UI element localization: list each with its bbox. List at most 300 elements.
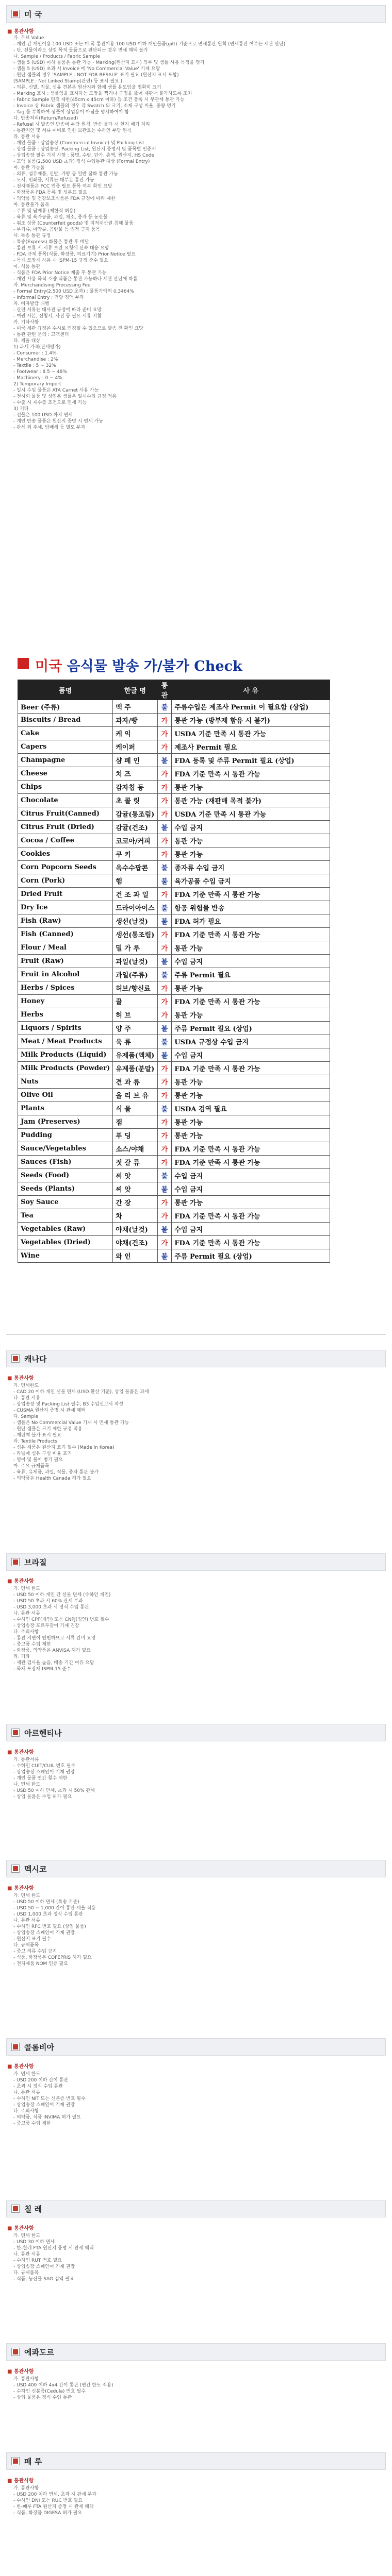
text-line: - 여권 사본, 신청서, 사진 등 필요 서류 지참 bbox=[13, 314, 102, 319]
text-line: - 샘플 5 (USD) 이하 물품은 통관 가능 · Marking(원산지 표시) 의무 및 샘플 사용 목적을 명기 bbox=[13, 60, 205, 65]
reason: 주류 Permit 필요 (상업) bbox=[172, 1249, 330, 1263]
table-row bbox=[18, 781, 330, 794]
text-line: - 상업 물품은 정식 수입 통관 bbox=[13, 2395, 72, 2400]
clearance-status: 가 bbox=[157, 767, 172, 781]
table-row bbox=[18, 767, 330, 781]
subsection-heading: ■ 통관사항 bbox=[7, 27, 34, 35]
item-name-en: Milk Products (Powder) bbox=[18, 1062, 113, 1075]
item-name-ko: 간 장 bbox=[113, 1196, 157, 1209]
table-row bbox=[18, 1062, 330, 1075]
item-name-en: Fruit in Alcohol bbox=[18, 968, 113, 981]
clearance-status: 가 bbox=[157, 1075, 172, 1089]
reason: FDA 기준 만족 시 통관 가능 bbox=[172, 1156, 330, 1169]
text-line: - 개인 물품 연간 횟수 제한 bbox=[13, 1776, 68, 1781]
table-row bbox=[18, 1142, 330, 1156]
clearance-status: 가 bbox=[157, 1209, 172, 1223]
text-line: 마. 주요 규제품목 bbox=[13, 1464, 50, 1469]
reason: 통관 가능 bbox=[172, 1115, 330, 1129]
section-marker-icon bbox=[12, 1355, 19, 1362]
item-name-en: Chocolate bbox=[18, 794, 113, 807]
text-line: - 상업송장 스페인어 기재 권장 bbox=[13, 1770, 75, 1775]
text-line: 카. 기타사항 bbox=[13, 320, 39, 325]
table-row bbox=[18, 754, 330, 767]
text-line: 자. Merchandising Processing Fee bbox=[13, 283, 91, 288]
item-name-ko: 밀 가 루 bbox=[113, 941, 157, 955]
text-line: 가. 면세 한도 bbox=[13, 1586, 41, 1591]
table-row bbox=[18, 794, 330, 807]
table-row bbox=[18, 861, 330, 874]
reason: 주류 Permit 필요 bbox=[172, 968, 330, 981]
text-line: - 상업송장 스페인어 기재 권장 bbox=[13, 2103, 75, 2108]
text-line: - Invoice 상 Fabric 샘플의 경우 각 Swatch 의 크기, 소재 구성 비율, 중량 명기 bbox=[13, 104, 176, 109]
text-line: 나. 통관 서류 bbox=[13, 1918, 41, 1923]
section-header-argentina bbox=[6, 1724, 386, 1741]
table-row bbox=[18, 821, 330, 834]
item-name-ko: 육 류 bbox=[113, 1035, 157, 1048]
reason: 통관 가능 bbox=[172, 1196, 330, 1209]
table-row bbox=[18, 968, 330, 981]
item-name-en: Champagne bbox=[18, 754, 113, 767]
item-name-ko: 드라이아이스 bbox=[113, 901, 157, 914]
reason: USDA 기준 만족 시 통관 가능 bbox=[172, 807, 330, 821]
text-line: - 수하인 CPF(개인) 또는 CNPJ(법인) 번호 필수 bbox=[13, 1617, 109, 1622]
table-row bbox=[18, 1089, 330, 1102]
table-row bbox=[18, 1196, 330, 1209]
section-marker-icon bbox=[12, 1558, 19, 1566]
text-line: 다. 반송처리(Return/Refused) bbox=[13, 116, 78, 121]
text-line: - 통관 보류 시 서류 보완 요청에 신속 대응 요망 bbox=[13, 246, 109, 251]
reason: FDA 기준 만족 시 통관 가능 bbox=[172, 1142, 330, 1156]
table-row bbox=[18, 955, 330, 968]
reason: 육가공품 수입 금지 bbox=[172, 874, 330, 888]
text-line: - 세관 검사율 높음, 배송 기간 여유 요망 bbox=[13, 1660, 94, 1666]
text-line: - 식품, 화장품은 COFEPRIS 허가 필요 bbox=[13, 1955, 92, 1960]
text-line: - 상업 물품 : 상업송장, Packing List, 원산지 증명서 및 품목별 인증서 bbox=[13, 147, 156, 152]
clearance-status: 가 bbox=[157, 794, 172, 807]
text-line: - 특송(Express) 화물은 통관 후 배달 bbox=[13, 240, 89, 245]
table-row bbox=[18, 740, 330, 754]
item-name-en: Soy Sauce bbox=[18, 1196, 113, 1209]
section-title: 칠 레 bbox=[24, 2204, 42, 2214]
text-line: - USD 3,000 초과 시 정식 수입 통관 bbox=[13, 1605, 89, 1610]
item-name-en: Milk Products (Liquid) bbox=[18, 1048, 113, 1062]
item-name-ko: 견 과 류 bbox=[113, 1075, 157, 1089]
table-row bbox=[18, 914, 330, 928]
text-line: - Textile : 5 ~ 32% bbox=[13, 363, 56, 368]
text-line: - USD 50 이하 면세 (특송 기준) bbox=[13, 1900, 79, 1905]
item-name-ko: 케이퍼 bbox=[113, 740, 157, 754]
item-name-en: Seeds (Food) bbox=[18, 1169, 113, 1182]
item-name-en: Wine bbox=[18, 1249, 113, 1263]
text-line: 다. Sample bbox=[13, 1414, 39, 1419]
reason: FDA 기준 만족 시 통관 가능 bbox=[172, 995, 330, 1008]
item-name-ko: 식 물 bbox=[113, 1102, 157, 1115]
text-line: - 중고 의류 수입 금지 bbox=[13, 1949, 57, 1954]
clearance-status: 가 bbox=[157, 1236, 172, 1249]
clearance-status: 가 bbox=[157, 1062, 172, 1075]
clearance-status: 가 bbox=[157, 714, 172, 727]
text-line: - 의약품, 식품 INVIMA 허가 필요 bbox=[13, 2115, 81, 2120]
text-line: - 식품은 FDA Prior Notice 제출 후 통관 가능 bbox=[13, 270, 107, 276]
item-name-ko: 맥 주 bbox=[113, 700, 157, 714]
text-line: 나. 통관 서류 bbox=[13, 1611, 41, 1616]
clearance-status: 불 bbox=[157, 1249, 172, 1263]
text-line: - USD 200 이하 면세, 초과 시 관세 부과 bbox=[13, 2492, 97, 2497]
section-marker-icon bbox=[12, 10, 19, 18]
table-row bbox=[18, 1048, 330, 1062]
text-line: 라. Textile Products bbox=[13, 1439, 57, 1444]
text-line: 가. 면세 한도 bbox=[13, 2072, 41, 2077]
text-line: - USD 50 이하 면세, 초과 시 50% 관세 bbox=[13, 1788, 95, 1793]
item-name-ko: 감귤(건조) bbox=[113, 821, 157, 834]
text-line: - 중고품 수입 제한 bbox=[13, 2121, 51, 2126]
text-line: - USD 200 이하 간이 통관 bbox=[13, 2078, 69, 2083]
section-title: 캐나다 bbox=[24, 1354, 47, 1364]
clearance-status: 가 bbox=[157, 1115, 172, 1129]
item-name-ko: 과일(주류) bbox=[113, 968, 157, 981]
item-name-en: Fruit (Raw) bbox=[18, 955, 113, 968]
text-line: - 상업송장 스페인어 기재 권장 bbox=[13, 2264, 75, 2269]
clearance-status: 가 bbox=[157, 928, 172, 941]
reason: 주류 Permit 필요 (상업) bbox=[172, 1022, 330, 1035]
text-line: - 개인 물품 : 상업송장 (Commercial Invoice) 및 Packing List bbox=[13, 141, 144, 146]
reason: FDA 기준 만족 시 통관 가능 bbox=[172, 767, 330, 781]
reason: USDA 규정상 수입 금지 bbox=[172, 1035, 330, 1048]
table-row bbox=[18, 714, 330, 727]
item-name-ko: 푸 딩 bbox=[113, 1129, 157, 1142]
subsection-heading: ■ 통관사항 bbox=[7, 2224, 34, 2231]
text-line: - 초과 시 정식 수입 통관 bbox=[13, 2084, 63, 2089]
clearance-status: 불 bbox=[157, 1102, 172, 1115]
section-header-usa bbox=[6, 5, 386, 23]
text-line: - 상업송장 필수 기재 사항 : 품명, 수량, 단가, 총액, 원산지, HS Code bbox=[13, 153, 155, 158]
section-marker-icon bbox=[12, 1865, 19, 1872]
text-line: - 상업송장 및 Packing List 필수, B3 수입신고서 작성 bbox=[13, 1402, 123, 1407]
text-line: - 고액 물품(2,500 USD 초과) 정식 수입통관 대상 (Formal Entry) bbox=[13, 159, 150, 164]
item-name-en: Dry Ice bbox=[18, 901, 113, 914]
reason: 수입 금지 bbox=[172, 1223, 330, 1236]
item-name-ko: 건 조 과 일 bbox=[113, 888, 157, 901]
text-line: - Refusal 시 발송인 반송비 부담 원칙, 반송 불가 시 현지 폐기 처리 bbox=[13, 122, 150, 127]
text-line: 1) 과세 가격(관세평가) bbox=[13, 345, 61, 350]
text-line: - 의류, 신발, 직물, 섬유 견본은 원산지와 함께 샘플 용도임을 명확히 표기 bbox=[13, 85, 161, 90]
text-line: - 주류 및 담배류 (제한적 허용) bbox=[13, 209, 76, 214]
text-line: - 단, 선물이라도 상업 목적 물품으로 판단되는 경우 면세 혜택 불가 bbox=[13, 48, 148, 53]
section-title: 미 국 bbox=[24, 9, 42, 19]
text-line: - 수하인 RFC 번호 필요 (상업 물품) bbox=[13, 1924, 86, 1929]
item-name-ko: 과자/빵 bbox=[113, 714, 157, 727]
reason: USDA 검역 필요 bbox=[172, 1102, 330, 1115]
subsection-heading: ■ 통관사항 bbox=[7, 1374, 34, 1381]
clearance-status: 불 bbox=[157, 700, 172, 714]
text-line: 나. 면세 한도 bbox=[13, 1782, 41, 1787]
section-title: 에콰도르 bbox=[24, 2347, 54, 2357]
text-line: - CUSMA 원산지 증명 시 관세 혜택 bbox=[13, 1408, 86, 1413]
text-line: - 무기류, 마약류, 음란물 등 법적 금지 품목 bbox=[13, 227, 101, 232]
text-line: - 개인 사용 목적 소량 식품은 통관 가능하나 세관 판단에 따름 bbox=[13, 277, 138, 282]
reason: 통관 가능 bbox=[172, 941, 330, 955]
clearance-status: 불 bbox=[157, 1022, 172, 1035]
text-line: - Merchandise : 2% bbox=[13, 357, 58, 362]
colombia-customs-text bbox=[13, 2071, 374, 2127]
text-line: - 수하인 CUIT/CUIL 번호 필수 bbox=[13, 1764, 76, 1769]
table-row bbox=[18, 995, 330, 1008]
item-name-en: Tea bbox=[18, 1209, 113, 1223]
text-line: - 미국 세관 규정은 수시로 변경될 수 있으므로 발송 전 확인 요망 bbox=[13, 326, 144, 331]
text-line: - Machinery : 0 ~ 4% bbox=[13, 376, 62, 381]
table-row bbox=[18, 1129, 330, 1142]
text-line: - 원단 샘플의 경우 'SAMPLE - NOT FOR RESALE' 표기 필요 (원산지 표시 포함) bbox=[13, 73, 179, 78]
text-line: - 섬유 제품은 원산지 표기 필수 (Made in Korea) bbox=[13, 1445, 115, 1450]
item-name-en: Honey bbox=[18, 995, 113, 1008]
reason: 수입 금지 bbox=[172, 821, 330, 834]
item-name-ko: 생선(통조림) bbox=[113, 928, 157, 941]
text-line: - 한-페루 FTA 원산지 증명 시 관세 혜택 bbox=[13, 2504, 94, 2510]
brazil-customs-text bbox=[13, 1586, 374, 1672]
item-name-ko: 햄 bbox=[113, 874, 157, 888]
subsection-heading: ■ 통관사항 bbox=[7, 1884, 34, 1891]
text-line: - 목재 포장재 ISPM-15 준수 bbox=[13, 1667, 71, 1672]
item-name-en: Liquors / Spirits bbox=[18, 1022, 113, 1035]
section-title: 멕시코 bbox=[24, 1864, 47, 1874]
text-line: 가. 면세 한도 bbox=[13, 2233, 41, 2239]
text-line: (SAMPLE : Not Linked Stamp(관련) 등 표시 필요 ) bbox=[13, 79, 123, 84]
table-header-cell: 한글 명 bbox=[113, 680, 157, 700]
peru-customs-text bbox=[13, 2485, 374, 2516]
item-name-en: Cookies bbox=[18, 848, 113, 861]
item-name-ko: 꿀 bbox=[113, 995, 157, 1008]
section-marker-icon bbox=[12, 2458, 19, 2465]
table-header-cell: 통관 bbox=[157, 680, 172, 700]
table-row bbox=[18, 1156, 330, 1169]
subsection-heading: ■ 통관사항 bbox=[7, 1577, 34, 1584]
chile-customs-text bbox=[13, 2233, 374, 2282]
clearance-status: 가 bbox=[157, 807, 172, 821]
reason: FDA 기준 만족 시 통관 가능 bbox=[172, 888, 330, 901]
table-row bbox=[18, 1075, 330, 1089]
section-header-canada bbox=[6, 1350, 386, 1367]
item-name-en: Sauces (Fish) bbox=[18, 1156, 113, 1169]
clearance-status: 불 bbox=[157, 861, 172, 874]
text-line: - 개인 반송 물품은 원산지 증명 시 면세 가능 bbox=[13, 419, 103, 424]
text-line: - 상업 물품은 수입 허가 필요 bbox=[13, 1794, 72, 1800]
clearance-status: 가 bbox=[157, 1156, 172, 1169]
text-line: - Marking 표시 : 샘플임을 표시하는 도장을 찍거나 구멍을 뚫어 재판매 불가하도록 조치 bbox=[13, 91, 192, 96]
text-line: - 수출 시 재수출 조건으로 면세 가능 bbox=[13, 400, 87, 405]
clearance-status: 불 bbox=[157, 955, 172, 968]
text-line: - 육류, 유제품, 과일, 식물, 종자 통관 불가 bbox=[13, 1470, 99, 1475]
text-line: 아. 식품 통관 bbox=[13, 264, 41, 269]
text-line: 2) Temporary Import bbox=[13, 382, 61, 387]
text-line: - 상업송장 스페인어 기재 권장 bbox=[13, 1930, 75, 1936]
ecuador-customs-text bbox=[13, 2376, 374, 2401]
item-name-ko: 유제품(액체) bbox=[113, 1048, 157, 1062]
item-name-en: Plants bbox=[18, 1102, 113, 1115]
text-line: - 화장품, 의약품은 ANVISA 허가 필요 bbox=[13, 1648, 91, 1653]
canada-customs-text bbox=[13, 1383, 374, 1482]
text-line: 나. 통관 서류 bbox=[13, 1396, 41, 1401]
text-line: 나. 통관 서류 bbox=[13, 2252, 41, 2257]
text-line: 가. 무료 Value bbox=[13, 36, 44, 41]
text-line: - 상업송장 포르투갈어 기재 권장 bbox=[13, 1623, 79, 1629]
text-line: 라. 기타 bbox=[13, 1654, 30, 1659]
reason: FDA 기준 만족 시 통관 가능 bbox=[172, 1062, 330, 1075]
clearance-status: 가 bbox=[157, 1008, 172, 1022]
item-name-ko: 샴 페 인 bbox=[113, 754, 157, 767]
reason: 통관 가능 bbox=[172, 834, 330, 848]
clearance-status: 가 bbox=[157, 834, 172, 848]
food-table bbox=[18, 680, 330, 1263]
item-name-en: Cheese bbox=[18, 767, 113, 781]
text-line: - USD 400 이하 4x4 간이 통관 (연간 한도 적용) bbox=[13, 2383, 113, 2388]
text-line: - 수하인 DNI 또는 RUC 번호 필요 bbox=[13, 2498, 83, 2503]
item-name-ko: 젓 갈 류 bbox=[113, 1156, 157, 1169]
section-marker-icon bbox=[12, 2043, 19, 2050]
text-line: - 원단 샘플은 크기 제한 규정 적용 bbox=[13, 1427, 83, 1432]
text-line: - 재판매 불가 표시 필요 bbox=[13, 1433, 61, 1438]
item-name-ko: 양 주 bbox=[113, 1022, 157, 1035]
section-title: 아르헨티나 bbox=[24, 1728, 62, 1738]
text-line: - 통관지연 및 서류 미비로 인한 보관료는 수하인 부담 원칙 bbox=[13, 128, 132, 133]
text-line: - 의약품 및 건강보조식품은 FDA 규정에 따라 제한 bbox=[13, 196, 116, 201]
text-line: - 원산지 표기 필수 bbox=[13, 1937, 51, 1942]
table-banner bbox=[10, 652, 330, 677]
text-line: 마. 통관 가능품 bbox=[13, 165, 45, 171]
text-line: - 전시회 물품 및 상업용 샘플은 일시수입 규정 적용 bbox=[13, 394, 117, 399]
clearance-status: 불 bbox=[157, 1182, 172, 1196]
text-line: 가. 면세 한도 bbox=[13, 1893, 41, 1899]
table-row bbox=[18, 901, 330, 914]
table-row bbox=[18, 1035, 330, 1048]
item-name-ko: 허 브 bbox=[113, 1008, 157, 1022]
reason: FDA 기준 만족 시 통관 가능 bbox=[172, 928, 330, 941]
reason: FDA 허가 필요 bbox=[172, 914, 330, 928]
banner-marker-icon bbox=[18, 658, 29, 669]
text-line: - 전자제품은 FCC 인증 필요 품목 여부 확인 요망 bbox=[13, 184, 112, 189]
reason: 주류수입은 제조사 Permit 이 필요함 (상업) bbox=[172, 700, 330, 714]
item-name-en: Biscuits / Bread bbox=[18, 714, 113, 727]
item-name-en: Olive Oil bbox=[18, 1089, 113, 1102]
reason: 종자류 수입 금지 bbox=[172, 861, 330, 874]
text-line: 차. 비자발급 대행 bbox=[13, 301, 50, 307]
text-line: 다. 규제품목 bbox=[13, 1943, 39, 1948]
item-name-ko: 유제품(분말) bbox=[113, 1062, 157, 1075]
item-name-en: Vegetables (Dried) bbox=[18, 1236, 113, 1249]
text-line: - 개인 간 개인이용 100 USD 또는 미 국 통관이용 100 USD 이하 개인물품(gift) 기준으로 면세통관 원칙 (면세통관 여부는 세관 판단) bbox=[13, 42, 286, 47]
text-line: - 통관 지연이 빈번하므로 서류 완비 요망 bbox=[13, 1636, 96, 1641]
clearance-status: 가 bbox=[157, 1142, 172, 1156]
text-line: - 수하인 NIT 또는 신분증 번호 필수 bbox=[13, 2096, 86, 2102]
clearance-status: 불 bbox=[157, 901, 172, 914]
table-header-cell: 품명 bbox=[18, 680, 113, 700]
table-row bbox=[18, 1209, 330, 1223]
section-header-colombia bbox=[6, 2038, 386, 2056]
table-row bbox=[18, 1223, 330, 1236]
section-header-brazil bbox=[6, 1553, 386, 1571]
text-line: 다. 주의사항 bbox=[13, 2109, 39, 2114]
text-line: - Fabric Sample 면적 제한(45cm x 45cm 이하) 등 조건 충족 시 무관세 통관 가능 bbox=[13, 97, 185, 103]
text-line: - 의약품은 Health Canada 허가 필요 bbox=[13, 1476, 91, 1481]
item-name-en: Meat / Meat Products bbox=[18, 1035, 113, 1048]
clearance-status: 불 bbox=[157, 821, 172, 834]
clearance-status: 불 bbox=[157, 914, 172, 928]
item-name-en: Sauce/Vegetables bbox=[18, 1142, 113, 1156]
reason: 수입 금지 bbox=[172, 955, 330, 968]
clearance-status: 가 bbox=[157, 727, 172, 740]
item-name-en: Nuts bbox=[18, 1075, 113, 1089]
text-line: - Tag 를 부착하여 샘플이 상업용이 아님을 명시하여야 함 bbox=[13, 110, 129, 115]
table-row bbox=[18, 941, 330, 955]
clearance-status: 불 bbox=[157, 968, 172, 981]
item-name-ko: 과일(날것) bbox=[113, 955, 157, 968]
text-line: - 영어 및 불어 병기 필요 bbox=[13, 1458, 63, 1463]
table-row bbox=[18, 807, 330, 821]
text-line: - USD 1,000 초과 정식 수입 통관 bbox=[13, 1912, 83, 1917]
reason: 통관 가능 bbox=[172, 1129, 330, 1142]
clearance-status: 가 bbox=[157, 1129, 172, 1142]
item-name-en: Seeds (Plants) bbox=[18, 1182, 113, 1196]
usa-food-check-table bbox=[10, 652, 330, 1311]
reason: 수입 금지 bbox=[172, 1048, 330, 1062]
section-header-peru bbox=[6, 2452, 386, 2470]
reason: 통관 가능 bbox=[172, 1089, 330, 1102]
text-line: 타. 세율 대상 bbox=[13, 338, 41, 344]
reason: 통관 가능 bbox=[172, 1008, 330, 1022]
table-header-cell: 사 유 bbox=[172, 680, 330, 700]
text-line: - 한-칠레 FTA 원산지 증명 시 관세 혜택 bbox=[13, 2246, 94, 2251]
item-name-ko: 감자칩 등 bbox=[113, 781, 157, 794]
reason: 제조사 Permit 필요 bbox=[172, 740, 330, 754]
section-header-ecuador bbox=[6, 2343, 386, 2361]
text-line: 가. 통관서류 bbox=[13, 1757, 39, 1762]
banner-title: 미국 음식물 발송 가/불가 Check bbox=[35, 658, 242, 674]
clearance-status: 불 bbox=[157, 1048, 172, 1062]
text-line: 나. Sample / Products / Fabric Sample bbox=[13, 54, 100, 59]
item-name-en: Beer (주류) bbox=[18, 700, 113, 714]
text-line: - Consumer : 1.4% bbox=[13, 351, 57, 356]
text-line: 가. 통관사항 bbox=[13, 2486, 39, 2491]
text-line: 다. 규제품목 bbox=[13, 2270, 39, 2276]
text-line: - USD 50 ~ 1,000 간이 통관 세율 적용 bbox=[13, 1906, 96, 1911]
clearance-status: 가 bbox=[157, 1196, 172, 1209]
item-name-en: Capers bbox=[18, 740, 113, 754]
table-row bbox=[18, 834, 330, 848]
table-row bbox=[18, 1115, 330, 1129]
reason: 수입 금지 bbox=[172, 1169, 330, 1182]
subsection-heading: ■ 통관사항 bbox=[7, 2062, 34, 2070]
clearance-status: 가 bbox=[157, 941, 172, 955]
text-line: - 육류 및 육가공품, 과일, 채소, 종자 등 농산물 bbox=[13, 215, 108, 220]
clearance-status: 불 bbox=[157, 1223, 172, 1236]
item-name-ko: 치 즈 bbox=[113, 767, 157, 781]
text-line: 가. 통관사항 bbox=[13, 2377, 39, 2382]
text-line: - Footwear : 8.5 ~ 48% bbox=[13, 369, 67, 375]
text-line: 라. 통관 서류 bbox=[13, 134, 41, 140]
item-name-ko: 생선(날것) bbox=[113, 914, 157, 928]
item-name-ko: 케 익 bbox=[113, 727, 157, 740]
item-name-ko: 허브/향신료 bbox=[113, 981, 157, 995]
section-title: 브라질 bbox=[24, 1557, 47, 1567]
text-line: - 위조 상품 (Counterfeit goods) 및 지적재산권 침해 물품 bbox=[13, 221, 134, 226]
section-marker-icon bbox=[12, 2205, 19, 2212]
table-row bbox=[18, 888, 330, 901]
item-name-ko: 초 콜 릿 bbox=[113, 794, 157, 807]
section-title: 페 루 bbox=[24, 2456, 42, 2466]
item-name-en: Fish (Raw) bbox=[18, 914, 113, 928]
text-line: - 목재 포장재 사용 시 ISPM-15 규정 준수 필요 bbox=[13, 258, 109, 263]
clearance-status: 가 bbox=[157, 981, 172, 995]
table-row bbox=[18, 1249, 330, 1263]
